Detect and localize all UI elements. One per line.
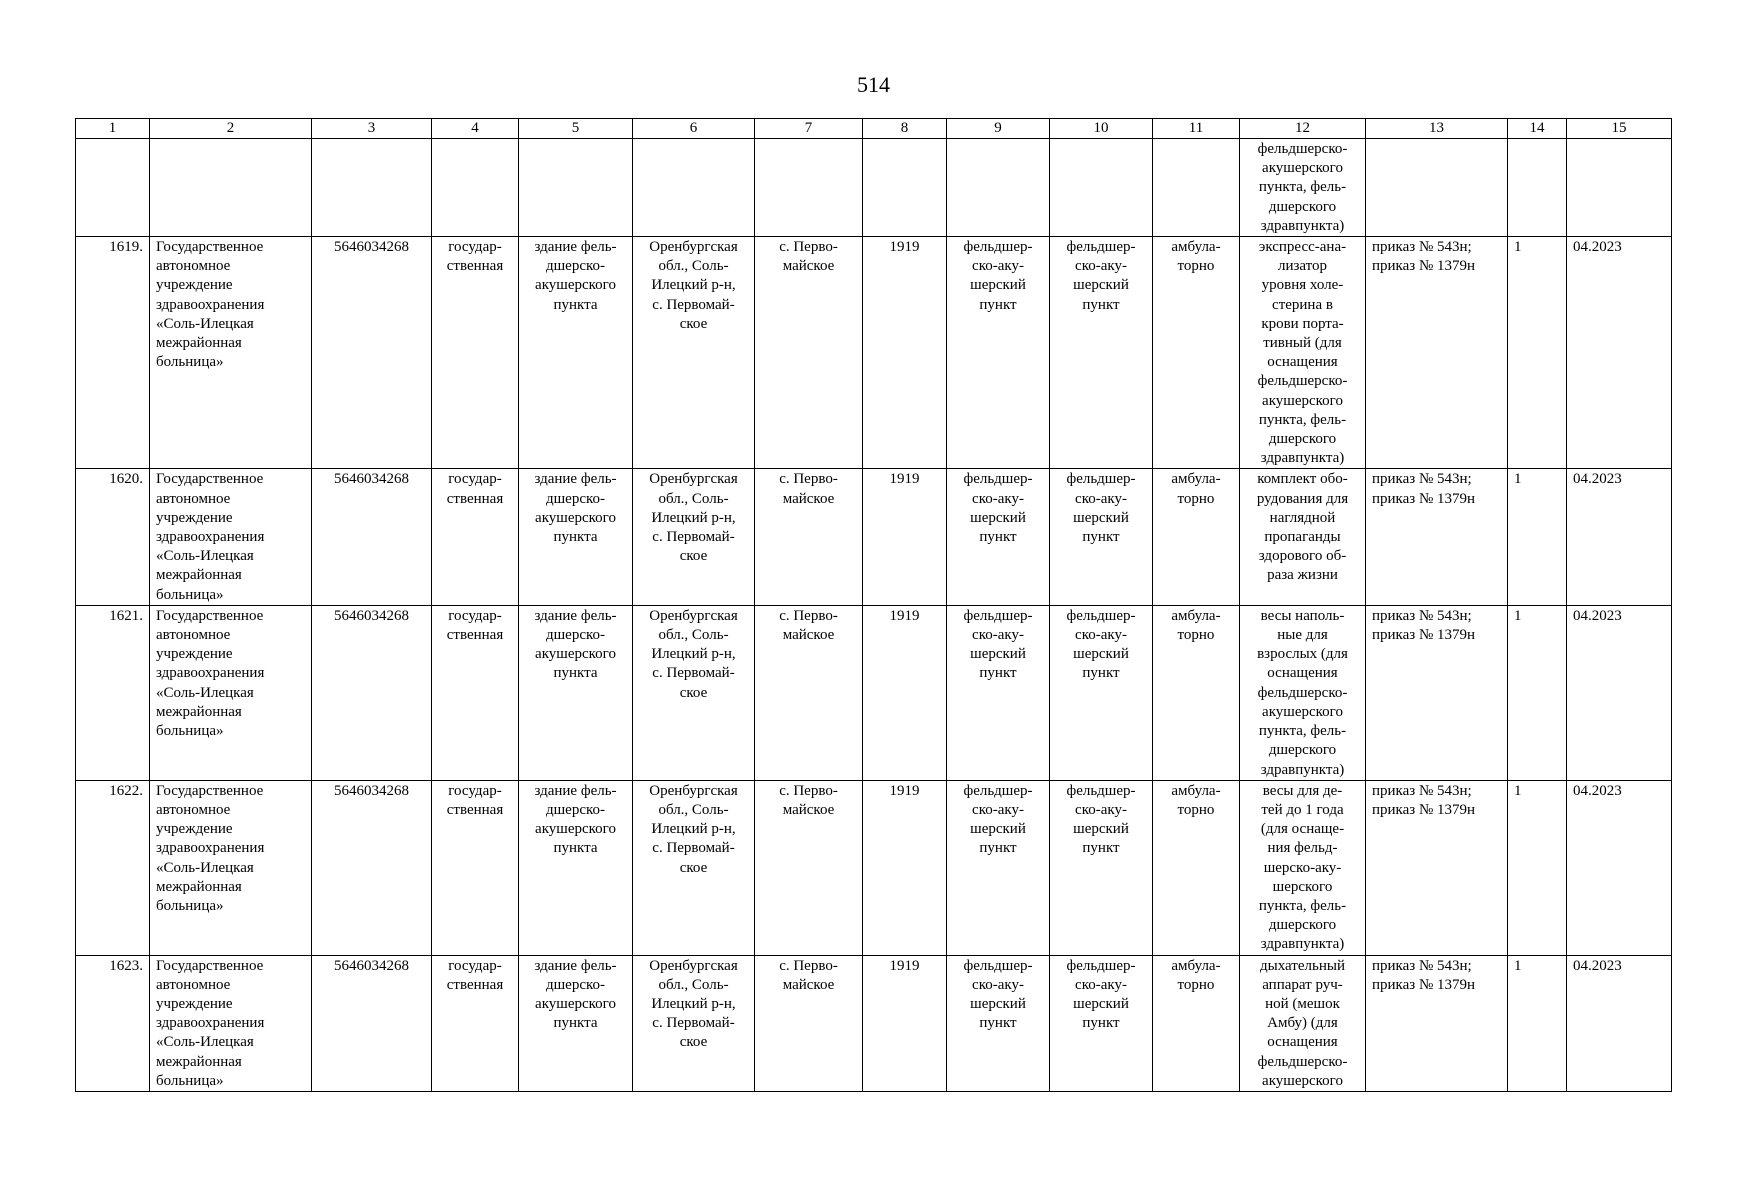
ownership-form: государ- ственная: [432, 780, 519, 955]
column-header-2: 2: [150, 119, 312, 139]
column-header-5: 5: [519, 119, 633, 139]
quantity: 1: [1508, 780, 1567, 955]
equipment: весы для де- тей до 1 года (для оснаще- ния фельд- шерско-аку- шерского пункта, фель- дшерского здравпункта): [1240, 780, 1366, 955]
year: 1919: [863, 605, 947, 780]
care-condition: амбула- торно: [1153, 955, 1240, 1091]
address: Оренбургская обл., Соль- Илецкий р-н, с. Первомай- ское: [633, 955, 755, 1091]
table-row: [76, 237, 1672, 469]
inn: [312, 139, 432, 237]
settlement: с. Перво- майское: [755, 237, 863, 469]
unit-type: фельдшер- ско-аку- шерский пункт: [947, 469, 1050, 605]
column-header-7: 7: [755, 119, 863, 139]
header-row: [76, 119, 1672, 139]
ownership-form: государ- ственная: [432, 955, 519, 1091]
year: 1919: [863, 237, 947, 469]
inn: 5646034268: [312, 469, 432, 605]
order-reference: приказ № 543н; приказ № 1379н: [1366, 780, 1508, 955]
year: 1919: [863, 780, 947, 955]
year: 1919: [863, 469, 947, 605]
column-header-4: 4: [432, 119, 519, 139]
column-header-9: 9: [947, 119, 1050, 139]
settlement: с. Перво- майское: [755, 469, 863, 605]
quantity: 1: [1508, 605, 1567, 780]
ownership-form: государ- ственная: [432, 605, 519, 780]
registry-table: [75, 118, 1672, 1092]
institution-name: Государственное автономное учреждение здравоохранения «Соль-Илецкая межрайонная больница»: [150, 237, 312, 469]
column-header-8: 8: [863, 119, 947, 139]
inn: 5646034268: [312, 780, 432, 955]
unit-type: фельдшер- ско-аку- шерский пункт: [947, 780, 1050, 955]
quantity: [1508, 139, 1567, 237]
ownership-form: [432, 139, 519, 237]
address: Оренбургская обл., Соль- Илецкий р-н, с. Первомай- ское: [633, 237, 755, 469]
row-number: 1621.: [76, 605, 150, 780]
date: 04.2023: [1567, 955, 1672, 1091]
column-header-6: 6: [633, 119, 755, 139]
order-reference: приказ № 543н; приказ № 1379н: [1366, 469, 1508, 605]
settlement: с. Перво- майское: [755, 955, 863, 1091]
unit-type: [947, 139, 1050, 237]
care-condition: амбула- торно: [1153, 237, 1240, 469]
unit-profile: фельдшер- ско-аку- шерский пункт: [1050, 955, 1153, 1091]
building: [519, 139, 633, 237]
building: здание фель- дшерско- акушерского пункта: [519, 469, 633, 605]
institution-name: [150, 139, 312, 237]
unit-type: фельдшер- ско-аку- шерский пункт: [947, 237, 1050, 469]
table-body: [76, 139, 1672, 1092]
row-number: [76, 139, 150, 237]
table-row: [76, 139, 1672, 237]
settlement: [755, 139, 863, 237]
quantity: 1: [1508, 469, 1567, 605]
equipment: комплект обо- рудования для наглядной пропаганды здорового об- раза жизни: [1240, 469, 1366, 605]
building: здание фель- дшерско- акушерского пункта: [519, 780, 633, 955]
table-row: [76, 469, 1672, 605]
unit-type: фельдшер- ско-аку- шерский пункт: [947, 955, 1050, 1091]
ownership-form: государ- ственная: [432, 237, 519, 469]
inn: 5646034268: [312, 605, 432, 780]
unit-profile: [1050, 139, 1153, 237]
building: здание фель- дшерско- акушерского пункта: [519, 605, 633, 780]
inn: 5646034268: [312, 955, 432, 1091]
unit-profile: фельдшер- ско-аку- шерский пункт: [1050, 605, 1153, 780]
care-condition: [1153, 139, 1240, 237]
date: 04.2023: [1567, 237, 1672, 469]
address: [633, 139, 755, 237]
column-header-10: 10: [1050, 119, 1153, 139]
unit-profile: фельдшер- ско-аку- шерский пункт: [1050, 469, 1153, 605]
equipment: фельдшерско- акушерского пункта, фель- дшерского здравпункта): [1240, 139, 1366, 237]
order-reference: приказ № 543н; приказ № 1379н: [1366, 237, 1508, 469]
care-condition: амбула- торно: [1153, 780, 1240, 955]
date: 04.2023: [1567, 469, 1672, 605]
row-number: 1620.: [76, 469, 150, 605]
equipment: весы наполь- ные для взрослых (для оснащения фельдшерско- акушерского пункта, фель- дшерского здравпункта): [1240, 605, 1366, 780]
date: [1567, 139, 1672, 237]
quantity: 1: [1508, 237, 1567, 469]
building: здание фель- дшерско- акушерского пункта: [519, 237, 633, 469]
care-condition: амбула- торно: [1153, 469, 1240, 605]
equipment: дыхательный аппарат руч- ной (мешок Амбу) (для оснащения фельдшерско- акушерского: [1240, 955, 1366, 1091]
equipment: экспресс-ана- лизатор уровня холе- стерина в крови порта- тивный (для оснащения фельдшерско- акушерского пункта, фель- дшерского здравпункта): [1240, 237, 1366, 469]
column-header-15: 15: [1567, 119, 1672, 139]
order-reference: [1366, 139, 1508, 237]
year: 1919: [863, 955, 947, 1091]
unit-type: фельдшер- ско-аку- шерский пункт: [947, 605, 1050, 780]
column-header-14: 14: [1508, 119, 1567, 139]
address: Оренбургская обл., Соль- Илецкий р-н, с. Первомай- ское: [633, 469, 755, 605]
unit-profile: фельдшер- ско-аку- шерский пункт: [1050, 237, 1153, 469]
column-header-12: 12: [1240, 119, 1366, 139]
address: Оренбургская обл., Соль- Илецкий р-н, с. Первомай- ское: [633, 780, 755, 955]
care-condition: амбула- торно: [1153, 605, 1240, 780]
institution-name: Государственное автономное учреждение здравоохранения «Соль-Илецкая межрайонная больница»: [150, 955, 312, 1091]
row-number: 1623.: [76, 955, 150, 1091]
year: [863, 139, 947, 237]
page-number: 514: [857, 72, 890, 97]
institution-name: Государственное автономное учреждение здравоохранения «Соль-Илецкая межрайонная больница»: [150, 780, 312, 955]
settlement: с. Перво- майское: [755, 780, 863, 955]
ownership-form: государ- ственная: [432, 469, 519, 605]
table-row: [76, 955, 1672, 1091]
column-header-1: 1: [76, 119, 150, 139]
inn: 5646034268: [312, 237, 432, 469]
quantity: 1: [1508, 955, 1567, 1091]
unit-profile: фельдшер- ско-аку- шерский пункт: [1050, 780, 1153, 955]
column-header-3: 3: [312, 119, 432, 139]
table-header: [76, 119, 1672, 139]
date: 04.2023: [1567, 605, 1672, 780]
date: 04.2023: [1567, 780, 1672, 955]
institution-name: Государственное автономное учреждение здравоохранения «Соль-Илецкая межрайонная больница»: [150, 469, 312, 605]
address: Оренбургская обл., Соль- Илецкий р-н, с. Первомай- ское: [633, 605, 755, 780]
settlement: с. Перво- майское: [755, 605, 863, 780]
row-number: 1622.: [76, 780, 150, 955]
row-number: 1619.: [76, 237, 150, 469]
column-header-13: 13: [1366, 119, 1508, 139]
table-row: [76, 780, 1672, 955]
order-reference: приказ № 543н; приказ № 1379н: [1366, 955, 1508, 1091]
building: здание фель- дшерско- акушерского пункта: [519, 955, 633, 1091]
column-header-11: 11: [1153, 119, 1240, 139]
table-row: [76, 605, 1672, 780]
order-reference: приказ № 543н; приказ № 1379н: [1366, 605, 1508, 780]
institution-name: Государственное автономное учреждение здравоохранения «Соль-Илецкая межрайонная больница»: [150, 605, 312, 780]
